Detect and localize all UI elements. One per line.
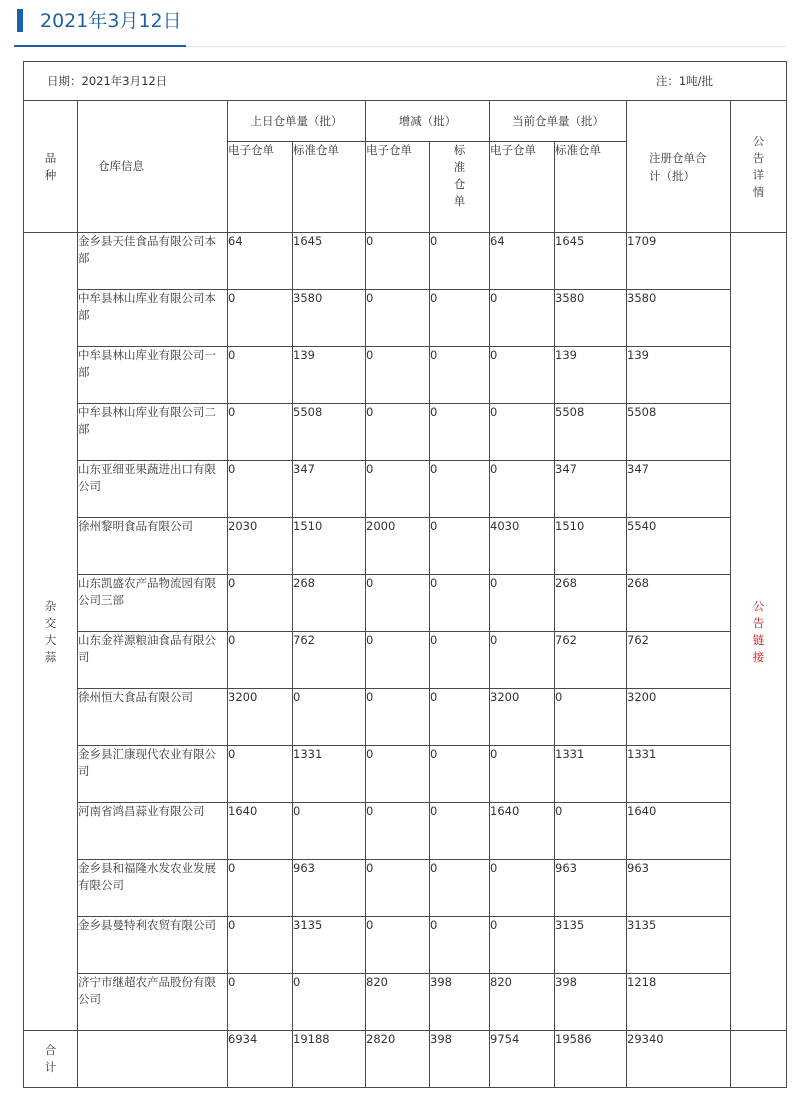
date-text: 日期：2021年3月12日 [47,73,168,88]
registered-total-cell: 268 [627,575,731,632]
current-electronic-cell: 0 [490,575,555,632]
prev-group-header: 上日仓单量（批） [228,101,366,142]
current-electronic-header: 电子仓单 [490,142,555,233]
warehouse-name: 中牟县林山库业有限公司一部 [78,347,228,404]
warehouse-name: 金乡县天佳食品有限公司本部 [78,233,228,290]
change-standard-cell: 0 [430,632,490,689]
current-electronic-cell: 0 [490,632,555,689]
registered-total-cell: 5540 [627,518,731,575]
warehouse-name: 山东亚细亚果蔬进出口有限公司 [78,461,228,518]
warehouse-header: 仓库信息 [78,101,228,233]
current-standard-cell: 3580 [555,290,627,347]
change-standard-cell: 0 [430,518,490,575]
change-standard-cell: 0 [430,860,490,917]
registered-total-cell: 3580 [627,290,731,347]
change-electronic-cell: 0 [366,404,430,461]
total-current-electronic: 9754 [490,1031,555,1088]
current-electronic-cell: 0 [490,860,555,917]
registered-total-cell: 1331 [627,746,731,803]
table-row [24,860,787,917]
warehouse-name: 金乡县曼特利农贸有限公司 [78,917,228,974]
warehouse-name: 山东凯盛农产品物流园有限公司三部 [78,575,228,632]
prev-electronic-cell: 0 [228,632,293,689]
registered-total-header: 注册仓单合计（批） [627,101,731,233]
change-electronic-cell: 0 [366,689,430,746]
current-electronic-cell: 0 [490,290,555,347]
prev-electronic-cell: 3200 [228,689,293,746]
current-electronic-cell: 0 [490,347,555,404]
table-row [24,518,787,575]
change-electronic-cell: 0 [366,290,430,347]
change-standard-cell: 398 [430,974,490,1031]
table-row [24,404,787,461]
change-standard-header: 标准仓单 [430,142,490,233]
prev-electronic-cell: 0 [228,974,293,1031]
current-standard-cell: 963 [555,860,627,917]
prev-electronic-cell: 0 [228,347,293,404]
page-header [0,0,800,48]
current-standard-cell: 1331 [555,746,627,803]
warehouse-name: 徐州恒大食品有限公司 [78,689,228,746]
prev-standard-cell: 268 [293,575,366,632]
prev-electronic-cell: 0 [228,461,293,518]
notice-cell [731,233,787,1031]
warehouse-name: 金乡县汇康现代农业有限公司 [78,746,228,803]
current-standard-cell: 3135 [555,917,627,974]
registered-total-cell: 762 [627,632,731,689]
header-row-1 [24,101,787,142]
warehouse-name: 中牟县林山库业有限公司本部 [78,290,228,347]
registered-total-cell: 1218 [627,974,731,1031]
warehouse-name: 山东金祥源粮油食品有限公司 [78,632,228,689]
prev-electronic-cell: 0 [228,860,293,917]
prev-standard-cell: 347 [293,461,366,518]
change-standard-cell: 0 [430,290,490,347]
current-electronic-cell: 0 [490,917,555,974]
change-standard-cell: 0 [430,347,490,404]
registered-total-cell: 963 [627,860,731,917]
prev-electronic-cell: 0 [228,290,293,347]
change-electronic-cell: 2000 [366,518,430,575]
change-electronic-cell: 0 [366,233,430,290]
prev-electronic-cell: 2030 [228,518,293,575]
table-row [24,233,787,290]
current-standard-cell: 398 [555,974,627,1031]
variety-header: 品种 [24,101,78,233]
prev-electronic-cell: 0 [228,575,293,632]
current-electronic-cell: 3200 [490,689,555,746]
change-standard-cell: 0 [430,461,490,518]
warehouse-name: 金乡县和福隆水发农业发展有限公司 [78,860,228,917]
table-row [24,803,787,860]
title-underline [14,45,186,47]
change-standard-cell: 0 [430,746,490,803]
notice-header: 公告详情 [731,101,787,233]
prev-electronic-cell: 1640 [228,803,293,860]
prev-standard-cell: 0 [293,689,366,746]
prev-standard-cell: 139 [293,347,366,404]
current-standard-header: 标准仓单 [555,142,627,233]
change-electronic-cell: 0 [366,746,430,803]
total-row [24,1031,787,1088]
change-electronic-cell: 0 [366,803,430,860]
total-label-cell: 合计 [24,1031,78,1088]
current-standard-cell: 1645 [555,233,627,290]
prev-electronic-cell: 0 [228,404,293,461]
info-row [24,62,787,101]
change-standard-cell: 0 [430,575,490,632]
prev-standard-header: 标准仓单 [293,142,366,233]
change-electronic-cell: 0 [366,461,430,518]
table-row [24,974,787,1031]
warehouse-name: 济宁市继超农产品股份有限公司 [78,974,228,1031]
total-notice-cell [731,1031,787,1088]
prev-standard-cell: 5508 [293,404,366,461]
current-electronic-cell: 4030 [490,518,555,575]
total-change-electronic: 2820 [366,1031,430,1088]
change-standard-cell: 0 [430,404,490,461]
warehouse-name: 中牟县林山库业有限公司二部 [78,404,228,461]
prev-electronic-header: 电子仓单 [228,142,293,233]
total-current-standard: 19586 [555,1031,627,1088]
prev-standard-cell: 3580 [293,290,366,347]
current-electronic-cell: 64 [490,233,555,290]
table-row [24,290,787,347]
total-prev-electronic: 6934 [228,1031,293,1088]
variety-cell: 杂交大蒜 [24,233,78,1031]
warehouse-name: 徐州黎明食品有限公司 [78,518,228,575]
prev-standard-cell: 0 [293,974,366,1031]
change-standard-cell: 0 [430,803,490,860]
change-group-header: 增减（批） [366,101,490,142]
title-accent-bar [17,9,23,32]
total-prev-standard: 19188 [293,1031,366,1088]
table-row [24,917,787,974]
change-electronic-cell: 0 [366,917,430,974]
current-standard-cell: 268 [555,575,627,632]
prev-standard-cell: 1645 [293,233,366,290]
current-standard-cell: 347 [555,461,627,518]
table-row [24,575,787,632]
change-electronic-cell: 0 [366,860,430,917]
current-standard-cell: 139 [555,347,627,404]
current-electronic-cell: 0 [490,461,555,518]
current-standard-cell: 0 [555,689,627,746]
change-electronic-cell: 0 [366,347,430,404]
change-electronic-cell: 0 [366,632,430,689]
prev-standard-cell: 963 [293,860,366,917]
current-standard-cell: 5508 [555,404,627,461]
total-change-standard: 398 [430,1031,490,1088]
table-row [24,746,787,803]
change-standard-cell: 0 [430,233,490,290]
change-standard-cell: 0 [430,917,490,974]
prev-standard-cell: 1510 [293,518,366,575]
header-divider [186,46,786,47]
current-standard-cell: 762 [555,632,627,689]
prev-standard-cell: 762 [293,632,366,689]
total-warehouse-cell [78,1031,228,1088]
warehouse-receipt-table [23,61,787,1088]
current-electronic-cell: 1640 [490,803,555,860]
page-title: 2021年3月12日 [40,10,182,32]
registered-total-cell: 347 [627,461,731,518]
prev-electronic-cell: 0 [228,746,293,803]
table-row [24,632,787,689]
change-electronic-cell: 820 [366,974,430,1031]
prev-standard-cell: 1331 [293,746,366,803]
change-electronic-header: 电子仓单 [366,142,430,233]
current-group-header: 当前仓单量（批） [490,101,627,142]
registered-total-cell: 139 [627,347,731,404]
registered-total-cell: 1640 [627,803,731,860]
total-registered: 29340 [627,1031,731,1088]
registered-total-cell: 3200 [627,689,731,746]
prev-standard-cell: 3135 [293,917,366,974]
unit-note: 注：1吨/批 [655,73,714,88]
registered-total-cell: 5508 [627,404,731,461]
current-electronic-cell: 0 [490,404,555,461]
prev-standard-cell: 0 [293,803,366,860]
current-electronic-cell: 820 [490,974,555,1031]
registered-total-cell: 3135 [627,917,731,974]
table-row [24,461,787,518]
prev-electronic-cell: 64 [228,233,293,290]
change-standard-cell: 0 [430,689,490,746]
table-row [24,347,787,404]
notice-link[interactable]: 公告链接 [752,598,765,664]
registered-total-cell: 1709 [627,233,731,290]
prev-electronic-cell: 0 [228,917,293,974]
change-electronic-cell: 0 [366,575,430,632]
current-standard-cell: 0 [555,803,627,860]
warehouse-name: 河南省鸿昌蒜业有限公司 [78,803,228,860]
current-electronic-cell: 0 [490,746,555,803]
table-row [24,689,787,746]
current-standard-cell: 1510 [555,518,627,575]
